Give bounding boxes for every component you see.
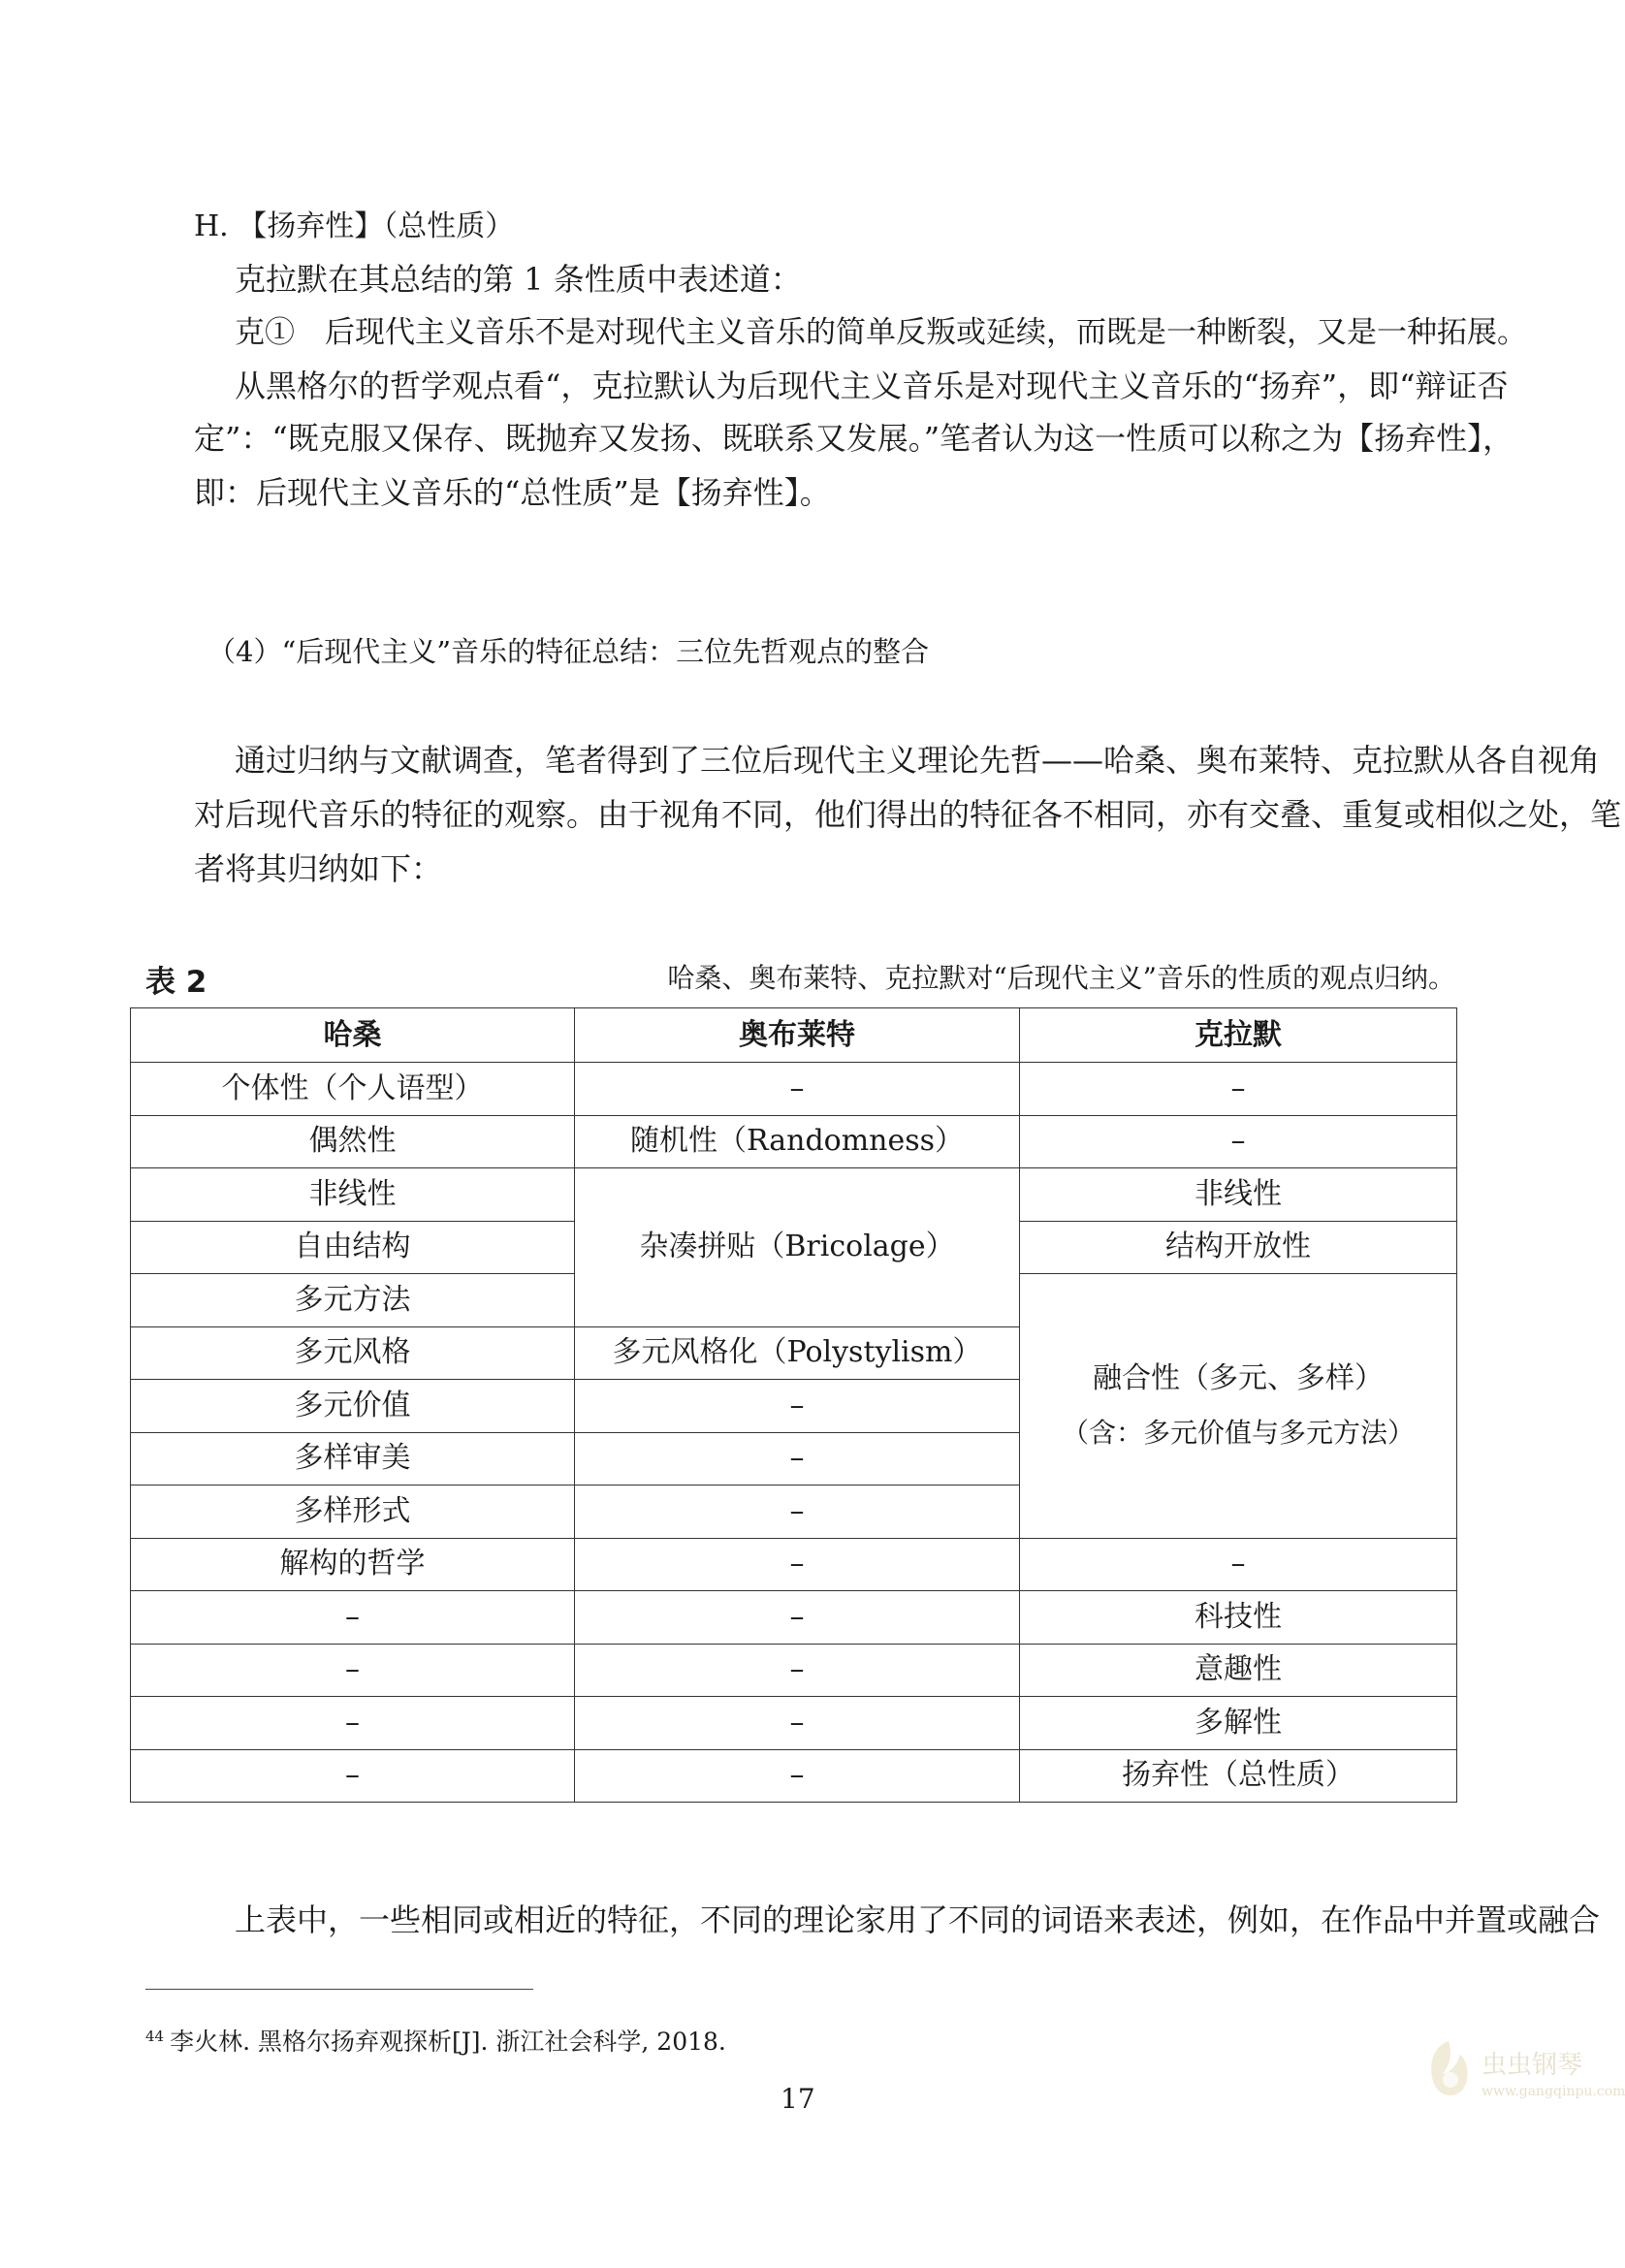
oberlight-cell: –	[575, 1485, 1020, 1539]
section-h-para-line-2: 定”：“既克服又保存、既抛弃又发扬、既联系又发展。”笔者认为这一性质可以称之为【扬弃性】，	[194, 420, 1514, 457]
kramer-cell: –	[1020, 1115, 1457, 1168]
table-row	[131, 1749, 1457, 1803]
section-h-quote: 克① 后现代主义音乐不是对现代主义音乐的简单反叛或延续，而既是一种断裂，又是一种拓展。	[235, 315, 1527, 350]
kramer-cell: –	[1020, 1538, 1457, 1591]
kramer-cell: –	[1020, 1063, 1457, 1116]
hassan-cell: 非线性	[131, 1168, 575, 1222]
kramer-cell: 非线性	[1020, 1168, 1457, 1222]
hassan-cell: 个体性（个人语型）	[131, 1063, 575, 1116]
hassan-cell: –	[131, 1697, 575, 1750]
section-4-para-line-3: 者将其归纳如下：	[194, 850, 443, 887]
oberlight-cell: –	[575, 1380, 1020, 1433]
kramer-fusion-cell	[1020, 1274, 1457, 1539]
hassan-cell: –	[131, 1749, 575, 1803]
hassan-cell: –	[131, 1644, 575, 1697]
kramer-fusion-main: 融合性（多元、多样）	[1093, 1360, 1384, 1395]
watermark	[1421, 2037, 1625, 2115]
watermark-url: www.gangqinpu.com	[1482, 2084, 1625, 2099]
table-header-row	[131, 1008, 1457, 1063]
oberlight-bricolage-cell: 杂凑拼贴（Bricolage）	[575, 1168, 1020, 1327]
kramer-cell: 结构开放性	[1020, 1221, 1457, 1274]
hassan-cell: 多样形式	[131, 1485, 575, 1539]
watermark-logo-icon	[1421, 2037, 1476, 2105]
section-h-para-line-1: 从黑格尔的哲学观点看“，克拉默认为后现代主义音乐是对现代主义音乐的“扬弃”，即“辩证否	[235, 367, 1509, 404]
section-h-para-line-3: 即：后现代主义音乐的“总性质”是【扬弃性】。	[194, 474, 831, 511]
oberlight-cell: –	[575, 1697, 1020, 1750]
header-hassan: 哈桑	[131, 1008, 575, 1063]
section-4-heading: （4）“后现代主义”音乐的特征总结：三位先哲观点的整合	[207, 635, 930, 668]
section-4-para-line-1: 通过归纳与文献调查，笔者得到了三位后现代主义理论先哲——哈桑、奥布莱特、克拉默从各自视角	[235, 742, 1601, 779]
header-oberlight: 奥布莱特	[575, 1008, 1020, 1063]
table-label: 表 2	[145, 965, 207, 1000]
table-row	[131, 1115, 1457, 1168]
oberlight-cell: –	[575, 1644, 1020, 1697]
footnote-divider	[145, 1989, 533, 1990]
hassan-cell: 解构的哲学	[131, 1538, 575, 1591]
kramer-fusion-note: （含：多元价值与多元方法）	[1061, 1416, 1415, 1449]
hassan-cell: 多元方法	[131, 1274, 575, 1327]
section-4-para-line-2: 对后现代音乐的特征的观察。由于视角不同，他们得出的特征各不相同，亦有交叠、重复或相似之处，笔	[194, 796, 1622, 833]
table-row	[131, 1063, 1457, 1116]
section-h-heading: H. 【扬弃性】（总性质）	[194, 209, 515, 243]
oberlight-cell: –	[575, 1432, 1020, 1485]
kramer-cell: 科技性	[1020, 1591, 1457, 1645]
kramer-cell: 多解性	[1020, 1697, 1457, 1750]
header-kramer: 克拉默	[1020, 1008, 1457, 1063]
kramer-cell: 意趣性	[1020, 1644, 1457, 1697]
oberlight-cell: –	[575, 1591, 1020, 1645]
table-row	[131, 1697, 1457, 1750]
footnote-text: 李火林. 黑格尔扬弃观探析[J]. 浙江社会科学, 2018.	[170, 2028, 726, 2056]
table-row	[131, 1591, 1457, 1645]
table-row	[131, 1538, 1457, 1591]
footnote-mark: 44	[145, 2027, 165, 2045]
kramer-cell: 扬弃性（总性质）	[1020, 1749, 1457, 1803]
watermark-text: 虫虫钢琴	[1482, 2051, 1583, 2080]
hassan-cell: 多样审美	[131, 1432, 575, 1485]
section-h-intro: 克拉默在其总结的第 1 条性质中表述道：	[235, 261, 802, 298]
oberlight-cell: –	[575, 1538, 1020, 1591]
hassan-cell: 多元风格	[131, 1326, 575, 1380]
table-row	[131, 1168, 1457, 1222]
after-table-paragraph: 上表中，一些相同或相近的特征，不同的理论家用了不同的词语来表述，例如，在作品中并置或融合	[235, 1901, 1601, 1938]
oberlight-cell: 随机性（Randomness）	[575, 1115, 1020, 1168]
hassan-cell: –	[131, 1591, 575, 1645]
footnote	[145, 2023, 726, 2058]
oberlight-cell: –	[575, 1749, 1020, 1803]
hassan-cell: 自由结构	[131, 1221, 575, 1274]
table-title: 哈桑、奥布莱特、克拉默对“后现代主义”音乐的性质的观点归纳。	[667, 962, 1455, 994]
oberlight-polystylism-cell: 多元风格化（Polystylism）	[575, 1326, 1020, 1380]
page-number: 17	[781, 2083, 815, 2115]
hassan-cell: 偶然性	[131, 1115, 575, 1168]
oberlight-cell: –	[575, 1063, 1020, 1116]
hassan-cell: 多元价值	[131, 1380, 575, 1433]
comparison-table	[130, 1007, 1457, 1803]
table-row	[131, 1644, 1457, 1697]
